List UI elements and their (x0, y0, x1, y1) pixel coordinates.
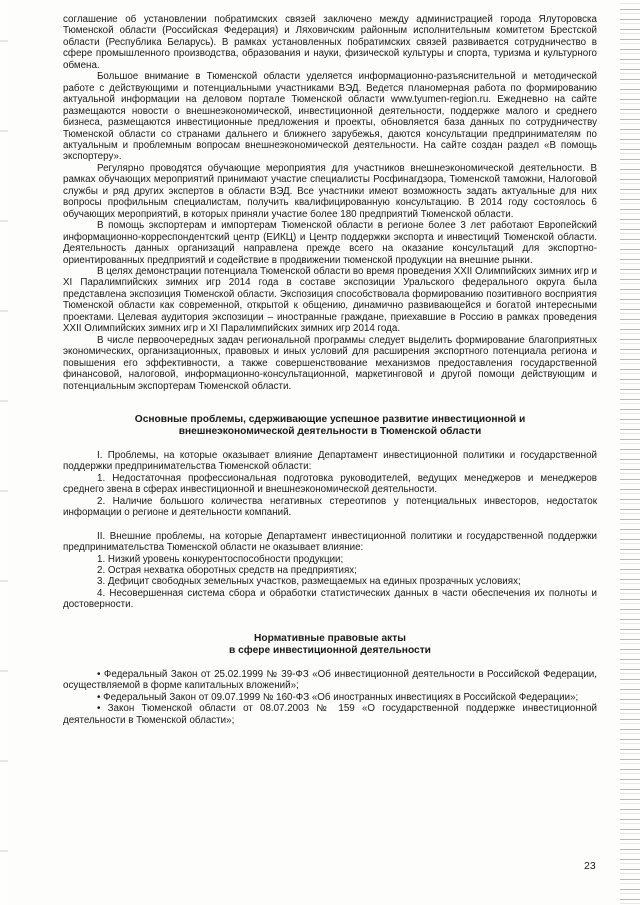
scan-edge-right (620, 0, 640, 905)
paragraph-export-support: В помощь экспортерам и импортерам Тюменской области в регионе более 3 лет работают Европейский информационно-корреспондентский центр (ЕИКЦ) и Центр поддержки экспорта и инвестиций Тюменской области. Деятельность данных организаций направлена прежде всего на оказание консультаций для экспортно-ориентированных предприятий и содействие в продвижении тюменской продукции на внешние рынки. (63, 220, 597, 266)
external-problems-intro: II. Внешние проблемы, на которые Департамент инвестиционной политики и государственной поддержки предпринимательства Тюменской области не оказывает влияние: (63, 530, 597, 554)
heading-legal-acts-line1: Нормативные правовые акты (254, 632, 406, 644)
paragraph-olympics: В целях демонстрации потенциала Тюменской области во время проведения XXII Олимпийских зимних игр и XI Паралимпийских зимних игр 2014 года в составе экспозиции Уральского федерального округа была представлена экспозиция Тюменской области. Экспозиция способствовала формированию позитивного восприятия Тюменской области как современной, открытой к общению, динамично развивающейся и богатой интересными проектами. Целевая аудитория экспозиции – иностранные граждане, приехавшие в Россию в рамках проведения XXII Олимпийских зимних игр и XI Паралимпийских зимних игр 2014 года. (63, 265, 597, 335)
external-problem-item: 1. Низкий уровень конкурентоспособности продукции; (97, 553, 344, 565)
heading-legal-acts-line2: в сфере инвестиционной деятельности (229, 644, 431, 656)
heading-problems-line1: Основные проблемы, сдерживающие успешное развитие инвестиционной и (134, 413, 526, 425)
heading-legal-acts (63, 633, 597, 657)
external-problem-item: 4. Несовершенная система сбора и обработки статистических данных в части обеспечения их полноты и достоверности. (63, 587, 597, 611)
paragraph-intro: соглашение об установлении побратимских связей заключено между администрацией города Ялуторовска Тюменской области (Российская Федерация) и Ляховичским районным исполнительным комитетом Брестской области (Республика Беларусь). В рамках установленных побратимских связей развивается сотрудничество в сфере промышленного производства, образования и науки, физической культуры и спорта, туризма и культурного обмена. (63, 14, 597, 71)
legal-act-item: • Федеральный Закон от 09.07.1999 № 160-ФЗ «Об иностранных инвестициях в Российской Федерации»; (97, 691, 579, 703)
paragraph-training: Регулярно проводятся обучающие мероприятия для участников внешнеэкономической деятельности. В рамках обучающих мероприятий принимают участие специалисты Росфинагдзора, Тюменской таможни, Налоговой службы и ряд других экспертов в области ВЭД. Все участники имеют возможность задать актуальные для них вопросы профильным специалистам, получить квалифицированную консультацию. В 2014 году состоялось 6 обучающих мероприятий, в которых приняли участие более 180 предприятий Тюменской области. (63, 162, 597, 220)
internal-problem-item: 2. Наличие большого количества негативных стереотипов у потенциальных инвесторов, недостаток информации о регионе и деятельности компаний. (63, 495, 597, 519)
internal-problem-item: 1. Недостаточная профессиональная подготовка руководителей, ведущих менеджеров и менеджеров среднего звена в сферах инвестиционной и внешнеэкономической деятельности. (63, 472, 597, 496)
document-body (63, 14, 597, 726)
heading-problems (63, 414, 597, 438)
internal-problems-intro: I. Проблемы, на которые оказывает влияние Департамент инвестиционной политики и государственной поддержки предпринимательства Тюменской области: (63, 449, 597, 473)
page-number: 23 (584, 860, 596, 872)
heading-problems-line2: внешнеэкономической деятельности в Тюменской области (178, 425, 482, 437)
legal-act-item: • Закон Тюменской области от 08.07.2003 № 159 «О государственной поддержке инвестиционной деятельности в Тюменской области»; (63, 703, 597, 726)
external-problem-item: 2. Острая нехватка оборотных средств на предприятиях; (97, 565, 357, 577)
external-problem-item: 3. Дефицит свободных земельных участков, размещаемых на единых прозрачных условиях; (97, 576, 521, 588)
paragraph-info-work: Большое внимание в Тюменской области уделяется информационно-разъяснительной и методической работе с действующими и потенциальными участниками ВЭД. Ведется планомерная работа по формированию актуальной информации на деловом портале Тюменской области www.tyumen-region.ru. Ежедневно на сайте размещаются новости о внешнеэкономической, инвестиционной деятельности, поддержке малого и среднего бизнеса, размещаются инвестиционные предложения и проекты, обновляется база данных по сотрудничеству Тюменской области со странами дальнего и ближнего зарубежья, даются консультации предпринимателям по актуальным и проблемным вопросам внешнеэкономической деятельности. На сайте создан раздел «В помощь экспортеру». (63, 71, 597, 163)
paragraph-priorities: В числе первоочередных задач региональной программы следует выделить формирование благоприятных экономических, организационных, правовых и иных условий для расширения экспортного потенциала региона и повышения его эффективности, а также совершенствование механизмов предоставления государственной финансовой, налоговой, информационно-консультационной, маркетинговой и другой помощи действующим и потенциальным экспортерам Тюменской области. (63, 334, 597, 392)
scan-edge-left (0, 0, 8, 905)
legal-act-item: • Федеральный Закон от 25.02.1999 № 39-ФЗ «Об инвестиционной деятельности в Российской Федерации, осуществляемой в форме капитальных вложений»; (63, 668, 597, 692)
